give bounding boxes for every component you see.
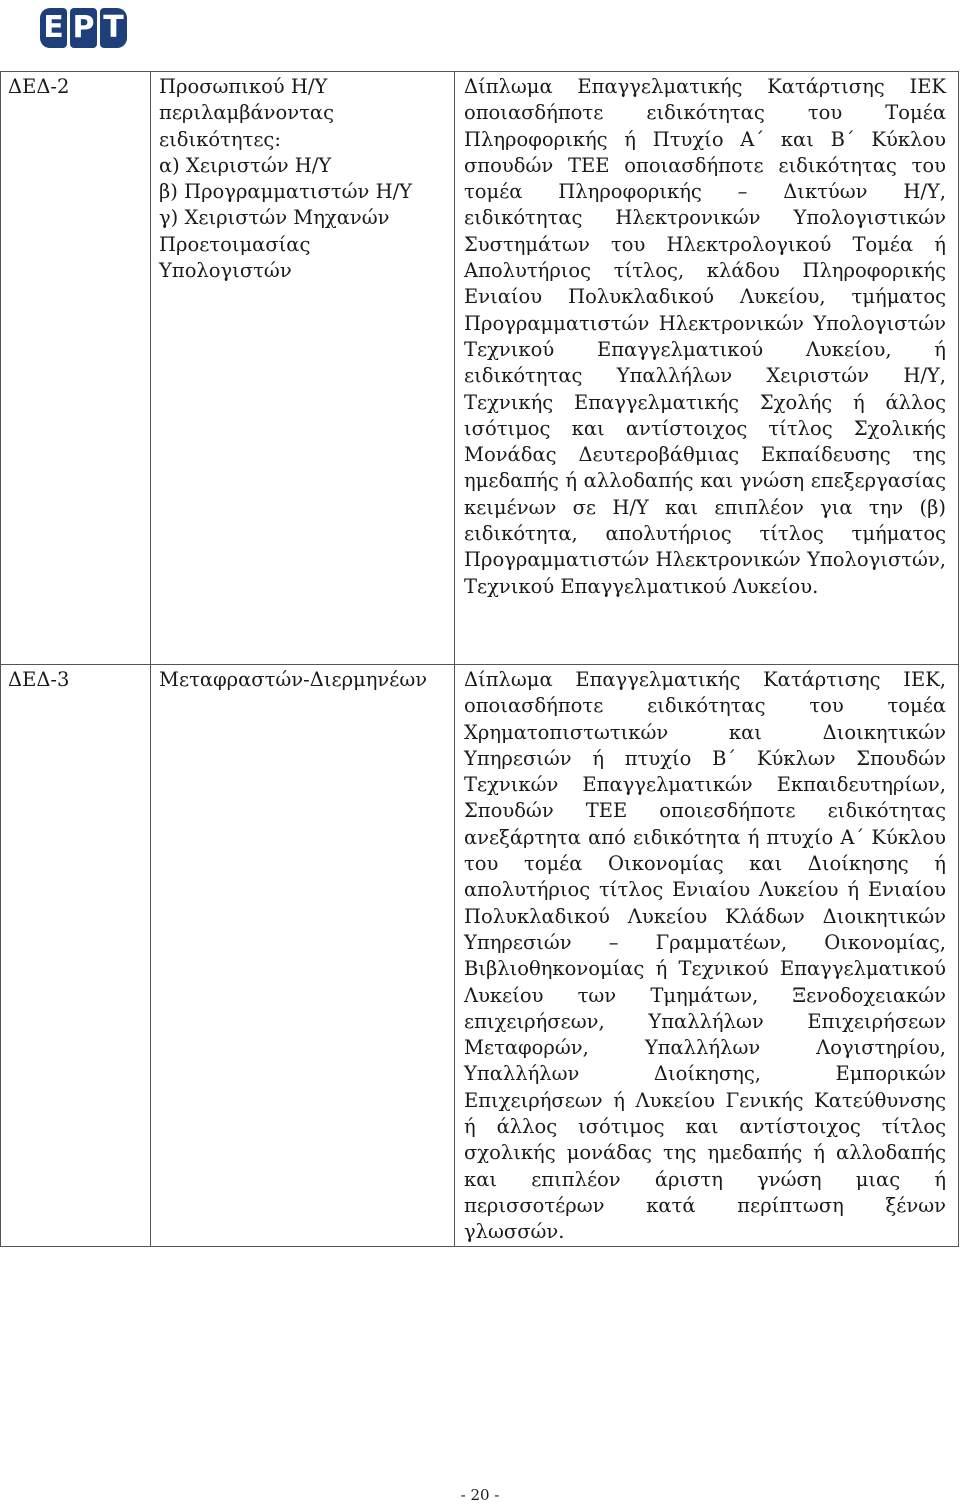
- position-code: ΔΕΔ-2: [1, 72, 151, 665]
- specialty-cell: [151, 665, 455, 1247]
- table-row: [1, 665, 959, 1247]
- qualifications-text: Δίπλωμα Επαγγελματικής Κατάρτισης ΙΕΚ οποιασδήποτε ειδικότητας του Τομέα Πληροφορικής ή Πτυχίο Α΄ και Β΄ Κύκλου σπουδών ΤΕΕ οποιασδήποτε ειδικότητας του τομέα Πληροφορικής – Δικτύων Η/Υ, ειδικότητας Ηλεκτρονικών Υπολογιστικών Συστημάτων του Ηλεκτρολογικού Τομέα ή Απολυτήριος τίτλος, κλάδου Πληροφορικής Ενιαίου Πολυκλαδικού Λυκείου, τμήματος Προγραμματιστών Ηλεκτρονικών Υπολογιστών Τεχνικού Επαγγελματικού Λυκείου, ή ειδικότητας Υπαλλήλων Χειριστών Η/Υ, Τεχνικής Επαγγελματικής Σχολής ή άλλος ισότιμος και αντίστοιχος τίτλος Σχολικής Μονάδας Δευτεροβάθμιας Εκπαίδευσης της ημεδαπής ή αλλοδαπής και γνώση επεξεργασίας κειμένων σε Η/Υ και επιπλέον για την (β) ειδικότητα, απολυτήριος τίτλος τμήματος Προγραμματιστών Ηλεκτρονικών Υπολογιστών, Τεχνικού Επαγγελματικού Λυκείου.: [455, 72, 959, 665]
- table-row: [1, 72, 959, 665]
- specialty-line: Προετοιμασίας: [159, 232, 311, 256]
- qualifications-table: [0, 71, 959, 1247]
- specialty-line: Προσωπικού Η/Υ: [159, 75, 328, 98]
- logo-letter: Ρ: [70, 8, 97, 48]
- position-code: ΔΕΔ-3: [1, 665, 151, 1247]
- logo-letter: Ε: [40, 8, 67, 48]
- logo-letter: Τ: [100, 8, 127, 48]
- specialty-line: ειδικότητες:: [159, 127, 281, 151]
- ert-logo: [40, 8, 127, 48]
- specialty-line: Υπολογιστών: [159, 259, 292, 283]
- specialty-line: α) Χειριστών Η/Υ: [159, 153, 332, 177]
- specialty-line: β) Προγραμματιστών Η/Υ: [159, 180, 413, 204]
- specialty-line: περιλαμβάνοντας: [159, 101, 334, 125]
- specialty-cell: [151, 72, 455, 665]
- specialty-line: Μεταφραστών-Διερμηνέων: [159, 668, 428, 691]
- specialty-line: γ) Χειριστών Μηχανών: [159, 206, 390, 230]
- qualifications-text: Δίπλωμα Επαγγελματικής Κατάρτισης ΙΕΚ, οποιασδήποτε ειδικότητας του τομέα Χρηματοπιστωτικών και Διοικητικών Υπηρεσιών ή πτυχίο Β΄ Κύκλων Σπουδών Τεχνικών Επαγγελματικών Εκπαιδευτηρίων, Σπουδών ΤΕΕ οποιεσδήποτε ειδικότητας ανεξάρτητα από ειδικότητα ή πτυχίο Α΄ Κύκλου του τομέα Οικονομίας και Διοίκησης ή απολυτήριος τίτλος Ενιαίου Λυκείου ή Ενιαίου Πολυκλαδικού Λυκείου Κλάδων Διοικητικών Υπηρεσιών – Γραμματέων, Οικονομίας, Βιβλιοθηκονομίας ή Τεχνικού Επαγγελματικού Λυκείου των Τμημάτων, Ξενοδοχειακών επιχειρήσεων, Υπαλλήλων Επιχειρήσεων Μεταφορών, Υπαλλήλων Λογιστηρίου, Υπαλλήλων Διοίκησης, Εμπορικών Επιχειρήσεων ή Λυκείου Γενικής Κατεύθυνσης ή άλλος ισότιμος και αντίστοιχος τίτλος σχολικής μονάδας της ημεδαπής ή αλλοδαπής και επιπλέον άριστη γνώση μιας ή περισσοτέρων κατά περίπτωση ξένων γλωσσών.: [455, 665, 959, 1247]
- page-number: - 20 -: [460, 1486, 500, 1504]
